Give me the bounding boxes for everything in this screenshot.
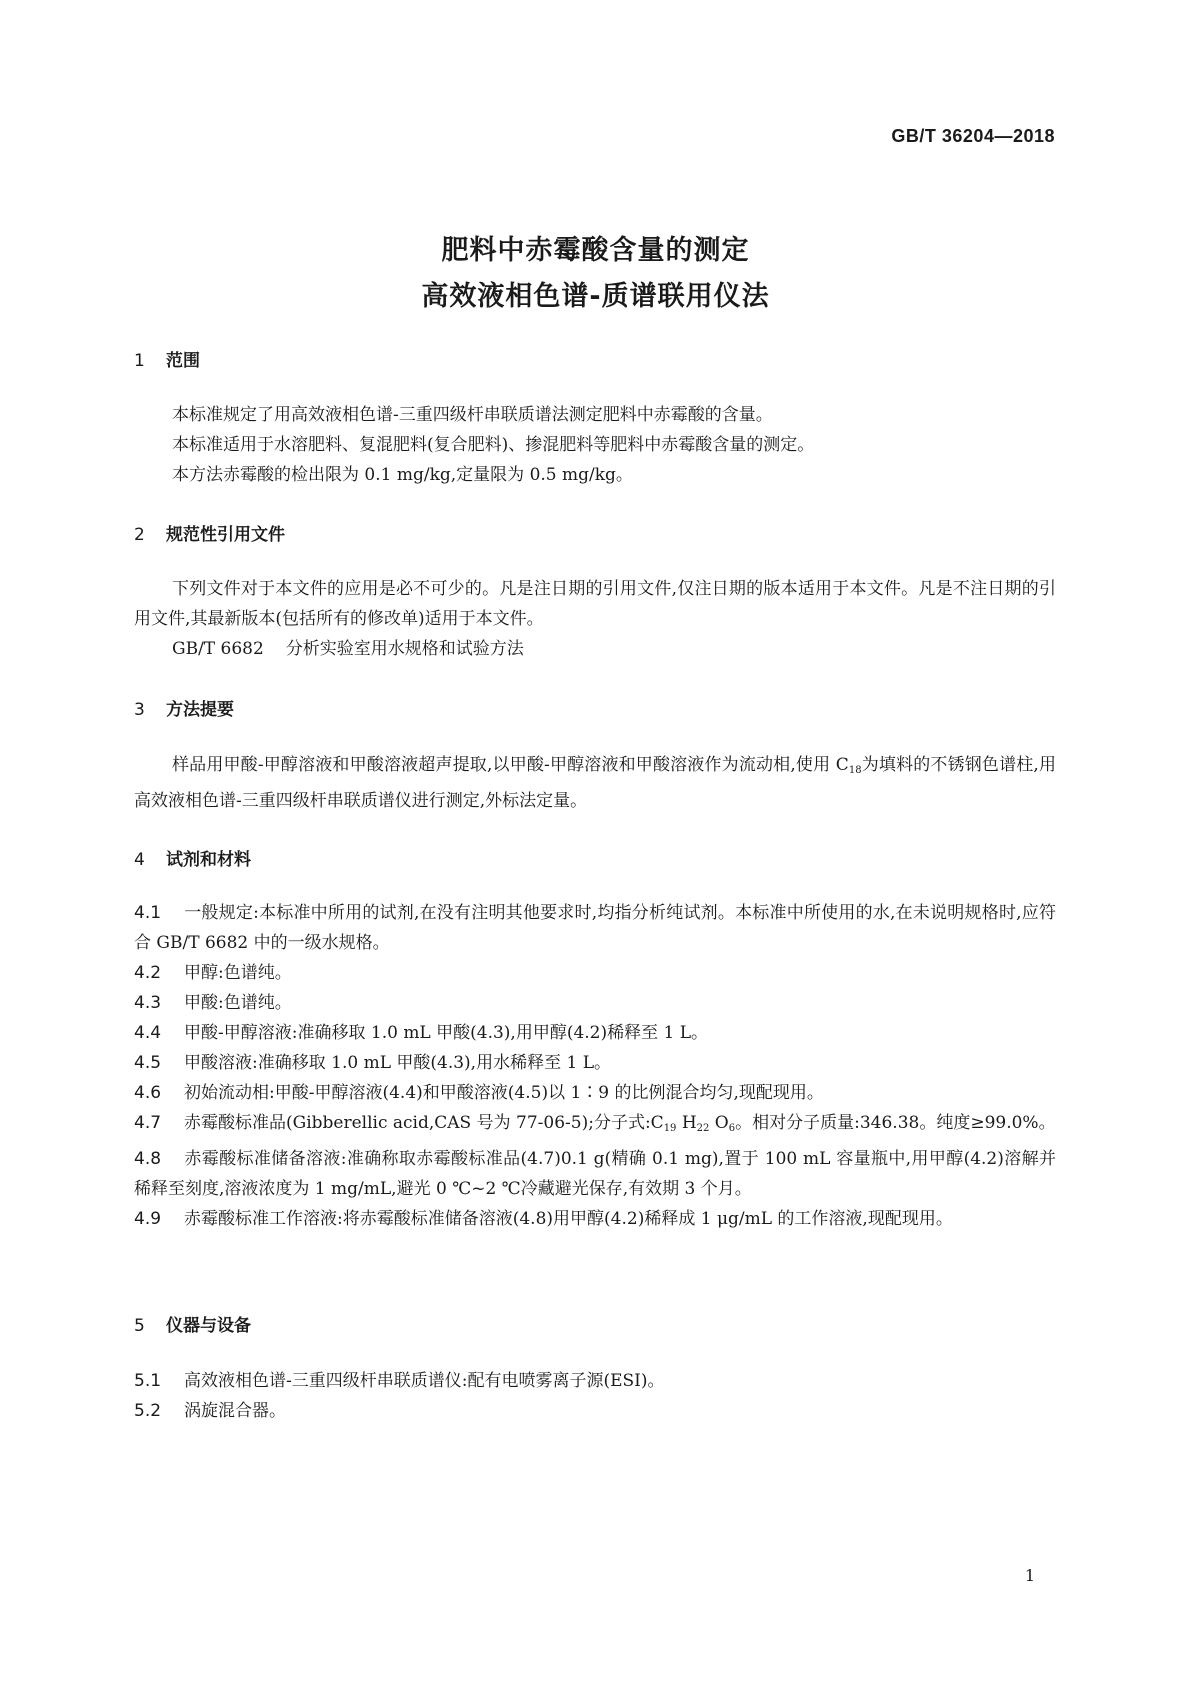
- section-title: 方法提要: [166, 700, 234, 720]
- section-2-heading: [134, 520, 285, 545]
- subscript: 18: [848, 765, 862, 776]
- section-5-body: [134, 1366, 1056, 1426]
- clause-4-1: [134, 898, 1056, 958]
- clause-number: 4.2: [134, 963, 162, 983]
- clause-5-1: [134, 1366, 1056, 1396]
- section-3-heading: [134, 695, 234, 720]
- paragraph: 下列文件对于本文件的应用是必不可少的。凡是注日期的引用文件,仅注日期的版本适用于本文件。凡是不注日期的引用文件,其最新版本(包括所有的修改单)适用于本文件。: [134, 579, 1056, 629]
- clause-text: 甲酸-甲醇溶液:准确移取 1.0 mL 甲酸(4.3),用甲醇(4.2)稀释至 1 L。: [184, 1023, 709, 1043]
- paragraph: 本标准规定了用高效液相色谱-三重四级杆串联质谱法测定肥料中赤霉酸的含量。: [172, 405, 773, 425]
- section-5-heading: [134, 1311, 251, 1336]
- section-1-body: [134, 400, 1056, 490]
- normative-reference: [134, 634, 1056, 664]
- section-3-body: [134, 750, 1056, 816]
- text-run: 为填料的不锈钢色谱柱,用高效液相色谱-三重四级杆串联质谱仪进行测定,外标法定量。: [134, 755, 1056, 811]
- clause-number: 4.5: [134, 1053, 162, 1073]
- page-number: 1: [1024, 1566, 1035, 1585]
- clause-text: H: [676, 1113, 697, 1133]
- clause-text: 赤霉酸标准工作溶液:将赤霉酸标准储备溶液(4.8)用甲醇(4.2)稀释成 1 μg/mL 的工作溶液,现配现用。: [184, 1209, 953, 1229]
- section-title: 仪器与设备: [166, 1316, 251, 1336]
- document-title-line2: 高效液相色谱-质谱联用仪法: [421, 281, 770, 312]
- clause-text: 赤霉酸标准品(Gibberellic acid,CAS 号为 77-06-5);分子式:C: [184, 1113, 664, 1133]
- paragraph: [134, 750, 1056, 816]
- section-number: 2: [134, 525, 145, 545]
- clause-text: 初始流动相:甲酸-甲醇溶液(4.4)和甲酸溶液(4.5)以 1∶9 的比例混合均匀,现配现用。: [184, 1083, 824, 1103]
- clause-text: 高效液相色谱-三重四级杆串联质谱仪:配有电喷雾离子源(ESI)。: [184, 1371, 665, 1391]
- clause-5-2: [134, 1396, 1056, 1426]
- clause-number: 4.9: [134, 1209, 162, 1229]
- section-number: 1: [134, 351, 145, 371]
- clause-4-6: [134, 1078, 1056, 1108]
- paragraph: 本方法赤霉酸的检出限为 0.1 mg/kg,定量限为 0.5 mg/kg。: [172, 465, 633, 485]
- subscript: 19: [663, 1123, 677, 1134]
- clause-number: 5.2: [134, 1401, 162, 1421]
- paragraph: 本标准适用于水溶肥料、复混肥料(复合肥料)、掺混肥料等肥料中赤霉酸含量的测定。: [172, 435, 815, 455]
- section-number: 5: [134, 1316, 145, 1336]
- clause-4-4: [134, 1018, 1056, 1048]
- document-title-line1: 肥料中赤霉酸含量的测定: [441, 235, 750, 266]
- standard-code: GB/T 36204—2018: [891, 126, 1055, 146]
- clause-4-3: [134, 988, 1056, 1018]
- reference-title: 分析实验室用水规格和试验方法: [285, 639, 524, 659]
- clause-number: 4.7: [134, 1113, 162, 1133]
- section-title: 范围: [166, 351, 200, 371]
- section-number: 4: [134, 850, 145, 870]
- clause-text: 一般规定:本标准中所用的试剂,在没有注明其他要求时,均指分析纯试剂。本标准中所使用的水,在未说明规格时,应符合 GB/T 6682 中的一级水规格。: [134, 903, 1056, 953]
- clause-text: 赤霉酸标准储备溶液:准确称取赤霉酸标准品(4.7)0.1 g(精确 0.1 mg),置于 100 mL 容量瓶中,用甲醇(4.2)溶解并稀释至刻度,溶液浓度为 1 mg/mL,避光 0 ℃~2 ℃冷藏避光保存,有效期 3 个月。: [134, 1149, 1056, 1199]
- clause-4-8: [134, 1144, 1056, 1204]
- clause-text: 。相对分子质量:346.38。纯度≥99.0%。: [735, 1113, 1056, 1133]
- text-run: 样品用甲酸-甲醇溶液和甲酸溶液超声提取,以甲酸-甲醇溶液和甲酸溶液作为流动相,使用 C: [172, 755, 849, 775]
- clause-number: 4.4: [134, 1023, 162, 1043]
- clause-number: 4.8: [134, 1149, 162, 1169]
- clause-number: 4.6: [134, 1083, 162, 1103]
- clause-text: 甲酸溶液:准确移取 1.0 mL 甲酸(4.3),用水稀释至 1 L。: [184, 1053, 611, 1073]
- clause-4-9: [134, 1204, 1056, 1234]
- section-4-heading: [134, 845, 251, 870]
- clause-text: O: [709, 1113, 729, 1133]
- clause-text: 甲酸:色谱纯。: [184, 993, 292, 1013]
- clause-4-7: [134, 1108, 1056, 1144]
- section-title: 试剂和材料: [166, 850, 251, 870]
- clause-4-5: [134, 1048, 1056, 1078]
- clause-number: 5.1: [134, 1371, 162, 1391]
- subscript: 6: [728, 1123, 736, 1134]
- section-4-body: [134, 898, 1056, 1234]
- section-title: 规范性引用文件: [166, 525, 285, 545]
- reference-code: GB/T 6682: [172, 639, 264, 659]
- clause-text: 甲醇:色谱纯。: [184, 963, 292, 983]
- subscript: 22: [696, 1123, 710, 1134]
- clause-number: 4.3: [134, 993, 162, 1013]
- section-2-body: [134, 574, 1056, 664]
- section-number: 3: [134, 700, 145, 720]
- clause-text: 涡旋混合器。: [184, 1401, 286, 1421]
- section-1-heading: [134, 346, 200, 371]
- clause-number: 4.1: [134, 903, 162, 923]
- clause-4-2: [134, 958, 1056, 988]
